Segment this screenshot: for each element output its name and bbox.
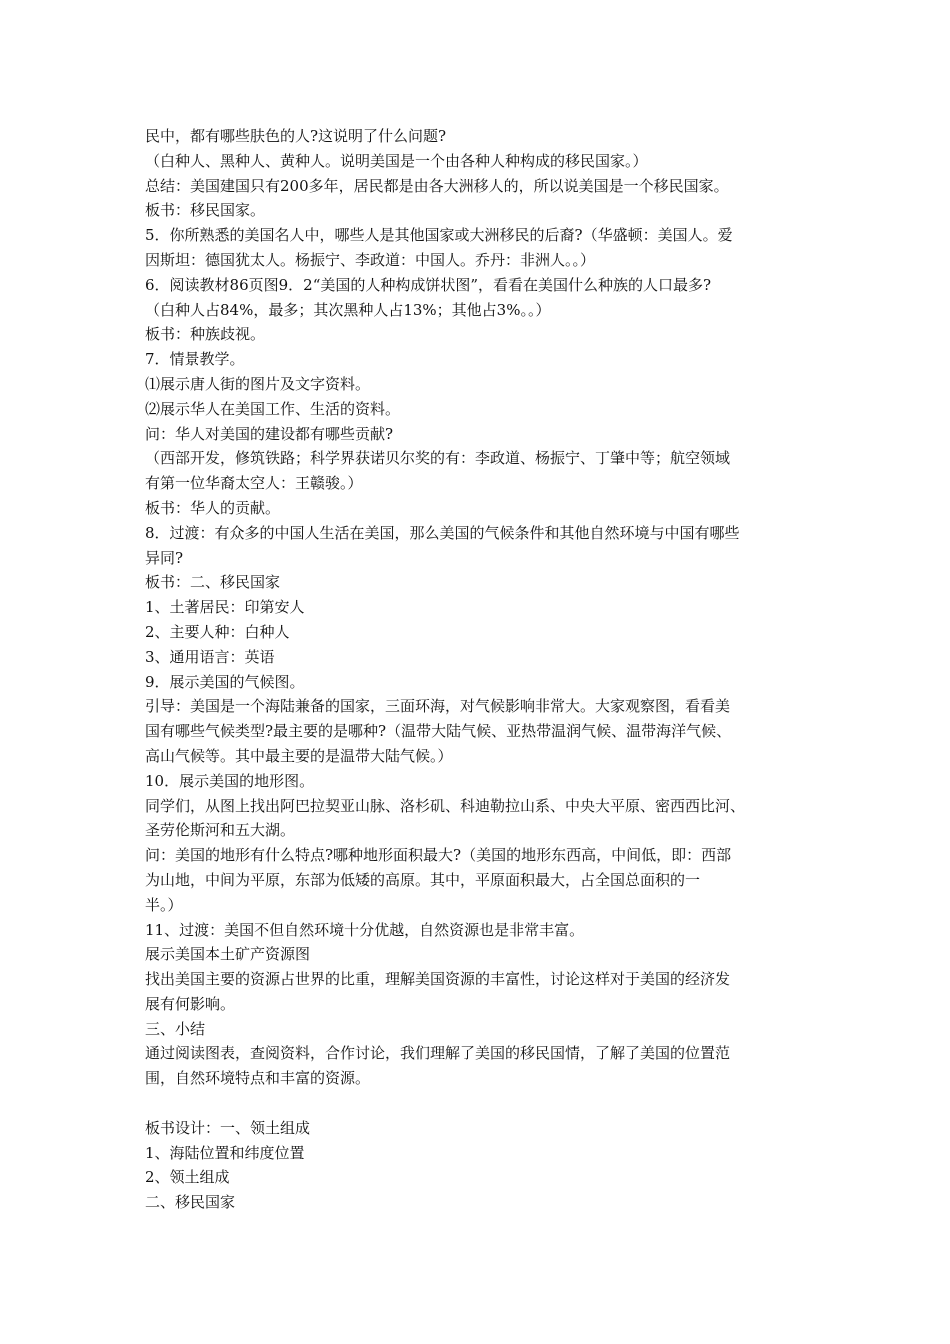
text-line: 找出美国主要的资源占世界的比重，理解美国资源的丰富性，讨论这样对于美国的经济发 xyxy=(145,970,731,989)
text-line: 6．阅读教材86页图9．2“美国的人种构成饼状图”，看看在美国什么种族的人口最多? xyxy=(145,275,712,294)
text-line: 因斯坦：德国犹太人。杨振宁、李政道：中国人。乔丹：非洲人。。） xyxy=(145,250,596,269)
text-line: 9．展示美国的气候图。 xyxy=(145,672,305,691)
board-design-line: 板书设计：一、领土组成 xyxy=(145,1118,311,1137)
text-line: ⑵展示华人在美国工作、生活的资料。 xyxy=(145,399,401,418)
text-line: 8．过渡：有众多的中国人生活在美国，那么美国的气候条件和其他自然环境与中国有哪些 xyxy=(145,523,740,542)
text-line: 为山地，中间为平原，东部为低矮的高原。其中，平原面积最大，占全国总面积的一 xyxy=(145,870,701,889)
text-line: 1、土著居民：印第安人 xyxy=(145,598,305,617)
text-line: 引导：美国是一个海陆兼备的国家，三面环海，对气候影响非常大。大家观察图，看看美 xyxy=(145,697,731,716)
text-line: 围，自然环境特点和丰富的资源。 xyxy=(145,1069,371,1088)
text-line: 3、通用语言：英语 xyxy=(145,647,275,666)
text-line: 三、小结 xyxy=(145,1019,206,1038)
text-line: 7．情景教学。 xyxy=(145,350,245,369)
text-line: （白种人占84%，最多；其次黑种人占13%；其他占3%。。） xyxy=(145,300,551,319)
board-design-line: 2、领土组成 xyxy=(145,1168,230,1187)
text-line: ⑴展示唐人街的图片及文字资料。 xyxy=(145,374,371,393)
text-line: 高山气候等。其中最主要的是温带大陆气候。） xyxy=(145,746,453,765)
text-line: （西部开发，修筑铁路；科学界获诺贝尔奖的有：李政道、杨振宁、丁肇中等；航空领域 xyxy=(145,449,731,468)
document-body xyxy=(145,124,825,1215)
text-line: 10．展示美国的地形图。 xyxy=(145,771,315,790)
text-line: 问：美国的地形有什么特点?哪种地形面积最大?（美国的地形东西高，中间低，即：西部 xyxy=(145,846,732,865)
text-line: 同学们，从图上找出阿巴拉契亚山脉、洛杉矶、科迪勒拉山系、中央大平原、密西西比河、 xyxy=(145,796,746,815)
board-design-line: 1、海陆位置和纬度位置 xyxy=(145,1143,305,1162)
text-line: 通过阅读图表，查阅资料，合作讨论，我们理解了美国的移民国情，了解了美国的位置范 xyxy=(145,1044,731,1063)
text-line: 总结：美国建国只有200多年，居民都是由各大洲移人的，所以说美国是一个移民国家。 xyxy=(145,176,729,195)
text-line: 板书：华人的贡献。 xyxy=(145,498,281,517)
blank-line xyxy=(145,1091,825,1116)
text-line: 板书：移民国家。 xyxy=(145,201,266,220)
text-line: 异同? xyxy=(145,548,184,567)
text-line: 板书：种族歧视。 xyxy=(145,325,266,344)
text-line: 5．你所熟悉的美国名人中，哪些人是其他国家或大洲移民的后裔?（华盛顿：美国人。爱 xyxy=(145,226,733,245)
text-line: 板书：二、移民国家 xyxy=(145,573,281,592)
text-line: 国有哪些气候类型?最主要的是哪种?（温带大陆气候、亚热带温润气候、温带海洋气候、 xyxy=(145,722,732,741)
text-line: 展示美国本土矿产资源图 xyxy=(145,945,311,964)
text-line: 问：华人对美国的建设都有哪些贡献? xyxy=(145,424,394,443)
text-line: 有第一位华裔太空人：王赣骏。） xyxy=(145,474,363,493)
text-line: 圣劳伦斯河和五大湖。 xyxy=(145,821,296,840)
text-line: 民中，都有哪些肤色的人?这说明了什么问题? xyxy=(145,127,447,145)
text-line: 半。） xyxy=(145,895,183,914)
text-line: 展有何影响。 xyxy=(145,994,236,1013)
text-line: 11、过渡：美国不但自然环境十分优越，自然资源也是非常丰富。 xyxy=(145,920,585,939)
text-line: 2、主要人种：白种人 xyxy=(145,622,290,641)
text-line: （白种人、黑种人、黄种人。说明美国是一个由各种人种构成的移民国家。） xyxy=(145,151,648,170)
board-design-line: 二、移民国家 xyxy=(145,1193,236,1212)
